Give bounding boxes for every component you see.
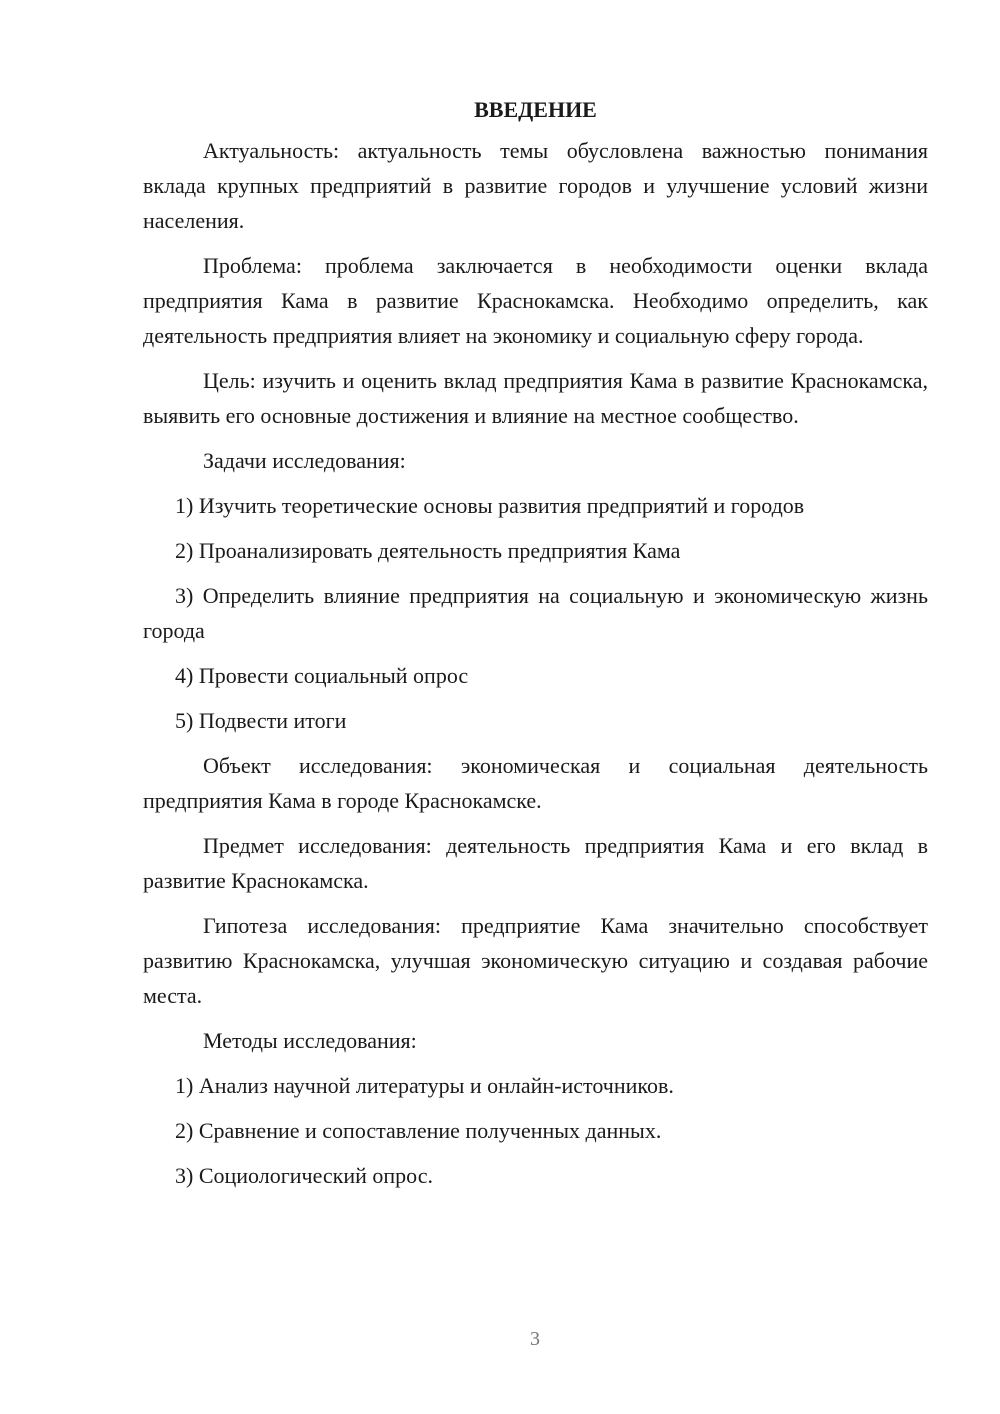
page-number: 3 xyxy=(530,1328,540,1350)
list-item-task-5: 5) Подвести итоги xyxy=(175,708,347,733)
tasks-heading: Задачи исследования: xyxy=(203,448,406,473)
list-item-task-3: 3) Определить влияние предприятия на социальную и экономическую жизнь города xyxy=(143,583,928,643)
list-item-method-1: 1) Анализ научной литературы и онлайн-источников. xyxy=(175,1073,674,1098)
list-item-task-1: 1) Изучить теоретические основы развития предприятий и городов xyxy=(175,493,805,518)
paragraph-hypothesis: Гипотеза исследования: предприятие Кама значительно способствует развитию Краснокамска, улучшая экономическую ситуацию и создавая рабочие места. xyxy=(143,913,928,1008)
list-item-task-4: 4) Провести социальный опрос xyxy=(175,663,469,688)
methods-heading: Методы исследования: xyxy=(203,1028,417,1053)
paragraph-subject: Предмет исследования: деятельность предприятия Кама и его вклад в развитие Краснокамска. xyxy=(143,833,928,893)
list-item-method-2: 2) Сравнение и сопоставление полученных данных. xyxy=(175,1118,662,1143)
paragraph-goal: Цель: изучить и оценить вклад предприятия Кама в развитие Краснокамска, выявить его основные достижения и влияние на местное сообщество. xyxy=(143,368,928,428)
document-page xyxy=(143,92,928,1203)
paragraph-relevance: Актуальность: актуальность темы обусловлена важностью понимания вклада крупных предприятий в развитие городов и улучшение условий жизни населения. xyxy=(143,138,928,233)
paragraph-object: Объект исследования: экономическая и социальная деятельность предприятия Кама в городе Краснокамске. xyxy=(143,753,928,813)
list-item-task-2: 2) Проанализировать деятельность предприятия Кама xyxy=(175,538,681,563)
list-item-method-3: 3) Социологический опрос. xyxy=(175,1163,433,1188)
page-title: ВВЕДЕНИЕ xyxy=(474,97,597,122)
paragraph-problem: Проблема: проблема заключается в необходимости оценки вклада предприятия Кама в развитие Краснокамска. Необходимо определить, как деятельность предприятия влияет на экономику и социальную сферу города. xyxy=(143,253,928,348)
